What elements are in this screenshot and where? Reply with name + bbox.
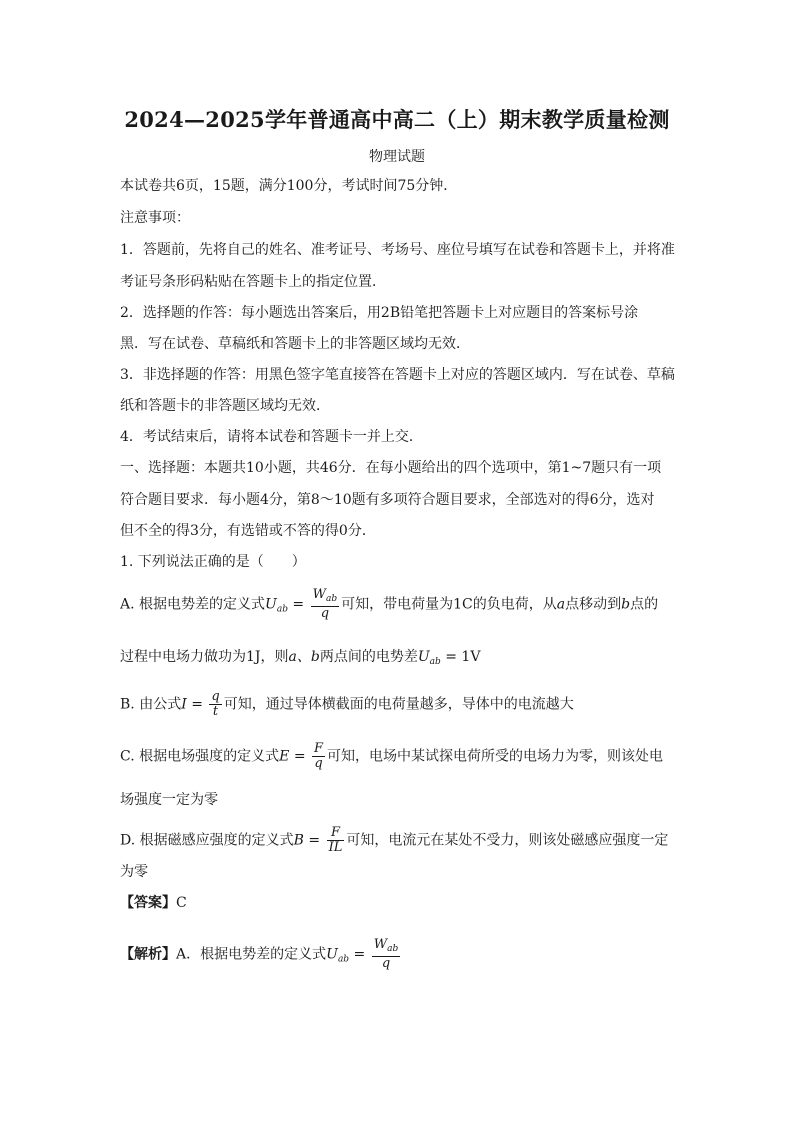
option-b-prefix: B. 由公式 — [120, 696, 182, 713]
equals-sign: = — [353, 946, 366, 963]
answer-value: C — [176, 895, 187, 911]
sub-ab: ab — [276, 604, 288, 615]
option-a-line-2-value: = 1V — [445, 649, 481, 665]
answer-label: 【答案】 — [120, 895, 176, 911]
var-u: U — [417, 649, 430, 665]
option-c-post: 可知，电场中某试探电荷所受的电场力为零，则该处电 — [327, 748, 664, 765]
equals-sign: = — [308, 832, 321, 849]
points-ab: a、b — [288, 649, 320, 665]
option-a-mid: 点移动到 — [565, 596, 622, 613]
option-a-end: 点的 — [630, 596, 659, 613]
var-u: U — [326, 946, 338, 963]
analysis-text: A．根据电势差的定义式 — [176, 946, 327, 963]
var-q: q — [381, 956, 391, 971]
option-d-line-1 — [120, 826, 680, 855]
var-b: b — [621, 596, 631, 613]
fraction-w-over-q — [372, 938, 401, 971]
intro-text: 本试卷共6页，15题，满分100分，考试时间75分钟． — [120, 178, 458, 194]
page-title: 2024—2025学年普通高中高二（上）期末教学质量检测 — [124, 107, 670, 132]
var-il: IL — [328, 840, 343, 855]
option-a-line-2 — [120, 647, 680, 672]
option-a-line-2-mid: 两点间的电势差 — [319, 649, 418, 665]
fraction-w-over-q — [311, 588, 340, 621]
fraction-q-over-t — [209, 690, 221, 719]
option-b-post: 可知，通过导体横截面的电荷量越多，导体中的电流越大 — [223, 696, 574, 713]
option-a-post: 可知，带电荷量为1C的负电荷，从 — [341, 596, 557, 613]
option-c-line-1 — [120, 742, 680, 771]
option-a-line-1 — [120, 588, 680, 621]
equals-sign: = — [191, 696, 203, 713]
var-w: W — [373, 937, 388, 952]
notice-heading: 注意事项： — [120, 210, 190, 226]
option-c-prefix: C. 根据电场强度的定义式 — [120, 748, 280, 765]
fraction-f-over-q — [312, 742, 325, 771]
section-1-line-2: 符合题目要求．每小题4分，第8～10题有多项符合题目要求，全部选对的得6分，选对 — [120, 492, 655, 508]
notice-1-line-2: 考证号条形码粘贴在答题卡上的指定位置． — [120, 274, 386, 290]
notice-2-line-2: 黑．写在试卷、草稿纸和答题卡上的非答题区域均无效． — [120, 336, 470, 352]
var-u: U — [265, 596, 277, 613]
var-a: a — [556, 596, 566, 613]
answer-line — [120, 893, 680, 913]
notice-4: 4．考试结束后，请将本试卷和答题卡一并上交． — [120, 429, 423, 445]
option-d-post: 可知，电流元在某处不受力，则该处磁感应强度一定 — [346, 832, 669, 849]
question-1-stem: 1. 下列说法正确的是（ ） — [120, 554, 306, 570]
sub-ab: ab — [387, 944, 399, 954]
var-q: q — [314, 756, 323, 771]
sub-ab: ab — [337, 954, 350, 965]
option-c-line-2: 场强度一定为零 — [120, 792, 218, 808]
option-a-prefix: A. 根据电势差的定义式 — [120, 596, 266, 613]
notice-3-line-2: 纸和答题卡的非答题区域均无效． — [120, 398, 330, 414]
analysis-line — [120, 938, 680, 971]
option-a-line-2-prefix: 过程中电场力做功为1J，则 — [120, 649, 289, 665]
var-i: I — [181, 696, 187, 713]
option-d-prefix: D. 根据磁感应强度的定义式 — [120, 832, 294, 849]
sub-ab: ab — [325, 594, 338, 604]
var-f: F — [314, 741, 324, 756]
fraction-f-over-il — [327, 826, 345, 855]
option-b — [120, 690, 680, 719]
equals-sign: = — [292, 596, 305, 613]
analysis-label: 【解析】 — [120, 946, 176, 963]
notice-2-line-1: 2．选择题的作答：每小题选出答案后，用2B铅笔把答题卡上对应题目的答案标号涂 — [120, 305, 639, 321]
notice-1-line-1: 1．答题前，先将自己的姓名、准考证号、考场号、座位号填写在试卷和答题卡上，并将准 — [120, 242, 675, 258]
var-t: t — [212, 704, 219, 719]
var-b-field: B — [293, 832, 304, 849]
notice-3-line-1: 3．非选择题的作答：用黑色签字笔直接答在答题卡上对应的答题区域内．写在试卷、草稿 — [120, 367, 675, 383]
option-d-line-2: 为零 — [120, 864, 148, 880]
sub-ab: ab — [429, 657, 441, 667]
var-q: q — [320, 606, 330, 621]
var-e: E — [279, 748, 290, 765]
page-subtitle: 物理试题 — [369, 149, 425, 165]
section-1-line-1: 一、选择题：本题共10小题，共46分．在每小题给出的四个选项中，第1~7题只有一项 — [120, 460, 662, 476]
section-1-line-3: 但不全的得3分，有选错或不答的得0分． — [120, 523, 376, 539]
var-f: F — [327, 826, 345, 841]
var-w: W — [312, 587, 326, 602]
var-q: q — [211, 689, 220, 704]
equals-sign: = — [293, 748, 306, 765]
